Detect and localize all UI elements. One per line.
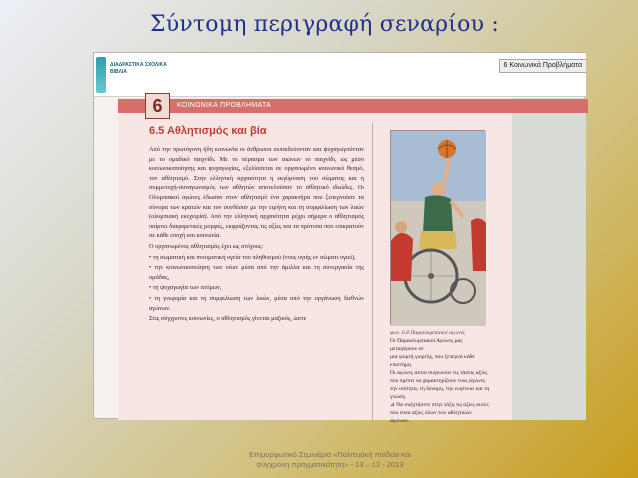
caption-line: Οι Παραολυμπιακοί Αγώνες μας μεταφέρουν σε: [390, 338, 463, 352]
ebook-logo: [96, 57, 186, 93]
chapter-tab[interactable]: 6 Κοινωνικά Προβλήματα: [499, 59, 586, 73]
caption-line: γνώση.: [390, 394, 407, 400]
paragraph-goals: Ο οργανωμένος αθλητισμός έχει ως στόχους:: [149, 242, 264, 250]
caption-line: Οι αγώνες αυτοί συγκινούν τις τάσεις αξίες: [390, 370, 488, 376]
logo-mark-icon: [96, 57, 106, 93]
ebook-topbar: [94, 53, 586, 97]
body-text: [149, 145, 364, 417]
caption-line: την ισότητα, τη δύναμη, την ευγένεια και τη: [390, 386, 490, 392]
chapter-title: ΚΟΙΝΩΝΙΚΑ ΠΡΟΒΛΗΜΑΤΑ: [177, 102, 272, 109]
slide-title: Σύντομη περιγραφή σεναρίου :: [150, 12, 499, 37]
footer-line-2: σύγχρονη πραγματικότητα» - 13 – 12 - 2013: [256, 460, 404, 469]
footer-line-1: Επιμορφωτικό Σεμινάριο «Πολιτειακή παιδεία και: [249, 450, 411, 459]
bullet-peoples: • τη γνωριμία και τη συμφιλίωση των λαών, μέσα από την οργάνωση διεθνών αγώνων.: [149, 294, 364, 312]
caption-title: φωτ. 6.8 Παραολυμπιακοί αγώνες: [390, 330, 466, 336]
bullet-recreation: • τη ψυχαγωγία των ατόμων,: [149, 284, 222, 292]
paragraph-modern: Στις σύγχρονες κοινωνίες, ο αθλητισμός γίνεται μαζικός, ώστε: [149, 315, 307, 323]
bullet-socialization: • την κοινωνικοποίηση των νέων μέσα από την άμιλλα και τη συνεργασία της ομάδας,: [149, 264, 364, 281]
wheelchair-basketball-photo[interactable]: [390, 130, 485, 325]
slide-footer: [220, 450, 440, 470]
bullet-health: • τη σωματική και πνευματική υγεία του πληθυσμού (νους υγιής εν σώματι υγιεί),: [149, 253, 356, 261]
caption-line: ⊿ Να συζητήσετε στην τάξη τις αξίες αυτές: [390, 402, 489, 408]
caption-line: που πρέπει να χαρακτηρίζουν τους αγώνες: [390, 378, 486, 384]
caption-line: που είναι αξίες όλων των αθλητικών αγώνων.: [390, 410, 472, 424]
caption-line: μια γιορτή γιορτής, που ξεπερνά κάθε επιστήμη.: [390, 354, 475, 368]
logo-text: ΔΙΑΔΡΑΣΤΙΚΑ ΣΧΟΛΙΚΑ ΒΙΒΛΙΑ: [110, 62, 167, 75]
chapter-number-box: [145, 93, 170, 119]
column-divider: [372, 123, 373, 420]
section-title: 6.5 Αθλητισμός και βία: [149, 125, 267, 137]
wheelchair-basketball-illustration: [391, 131, 486, 326]
ebook-screenshot: [93, 52, 585, 424]
paragraph-intro: Από την πρωτόγονη ήδη κοινωνία οι άνθρωποι εκπαιδεύονταν και ψυχαγωγούνταν με το ομαδικό παιχνίδι. Με το πέρασμα των αιώνων το παιχνίδι, ως μέσο κοινωνικοποίησης και ψυχαγωγίας, εξελίσσεται σε οργανωμένο κοινωνικό θεσμό, τον αθλητισμό. Στην ελληνική αρχαιότητα η εκγύμναση του σώματος και η συμμετοχή-συναγωνισμός των αθλητών αποτελούσαν το αθλητικό ιδεώδες. Οι Ολυμπιακοί αγώνες έδωσαν στον αθλητισμό ένα χαρακτήρα που ξεπερνούσε τα σύνορα των κρατών και τον συνδέσαν με την ειρήνη και τη συμφιλίωση των λαών (ολυμπιακή εκεχειρία). Από την ελληνική αρχαιότητα μέχρι σήμερα ο αθλητισμός παίρνει διαφορετικές μορφές, εκφράζοντας τις αξίες και τα πρότυπα που επικρατούν σε κάθε εποχή και κοινωνία.: [149, 146, 364, 240]
photo-caption: [390, 329, 490, 424]
chapter-number: 6: [152, 96, 163, 116]
photo-column: [512, 98, 586, 420]
